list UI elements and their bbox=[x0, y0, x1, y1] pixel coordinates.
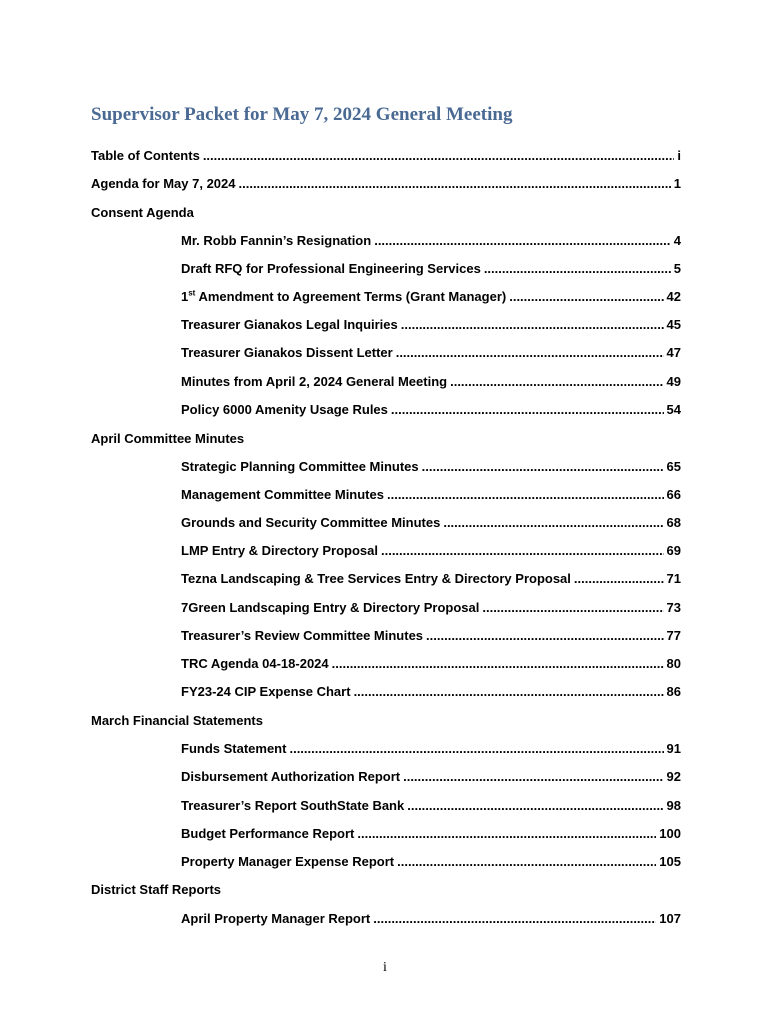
toc-entry-label: Minutes from April 2, 2024 General Meeting bbox=[181, 374, 448, 389]
toc-entry-page: 68 bbox=[666, 515, 681, 530]
toc-entry[interactable] bbox=[181, 374, 681, 394]
toc-entry-label: Disbursement Authorization Report bbox=[181, 769, 401, 784]
toc-entry-page: 73 bbox=[666, 600, 681, 615]
toc-entry-label bbox=[181, 289, 509, 304]
toc-entry[interactable] bbox=[181, 684, 681, 704]
toc-entry-page: 45 bbox=[666, 317, 681, 332]
toc-entry-label: Table of Contents bbox=[91, 148, 200, 163]
toc-entry[interactable] bbox=[181, 289, 681, 309]
label-prefix: 1 bbox=[181, 289, 189, 304]
toc-entry-label: Strategic Planning Committee Minutes bbox=[181, 459, 419, 474]
toc-entry[interactable] bbox=[181, 769, 681, 789]
toc-entry-label: Treasurer’s Review Committee Minutes bbox=[181, 628, 424, 643]
toc-entry-page: 66 bbox=[666, 487, 681, 502]
toc-entry-page: 92 bbox=[666, 769, 681, 784]
page-title: Supervisor Packet for May 7, 2024 General Meeting bbox=[91, 104, 513, 125]
dot-leader bbox=[397, 854, 656, 869]
section-heading-march-financial-statements: March Financial Statements bbox=[91, 713, 263, 728]
toc-entry-label: Management Committee Minutes bbox=[181, 487, 384, 502]
toc-entry-label: Treasurer’s Report SouthState Bank bbox=[181, 798, 405, 813]
toc-entry-label: Budget Performance Report bbox=[181, 826, 355, 841]
toc-entry[interactable] bbox=[181, 656, 681, 676]
toc-entry-page: 5 bbox=[673, 261, 681, 276]
toc-entry-page: 69 bbox=[666, 543, 681, 558]
toc-entry-page: 65 bbox=[666, 459, 681, 474]
toc-entry-label: Treasurer Gianakos Legal Inquiries bbox=[181, 317, 398, 332]
toc-entry-agenda[interactable] bbox=[91, 176, 681, 196]
dot-leader bbox=[422, 459, 664, 474]
toc-entry[interactable] bbox=[181, 798, 681, 818]
dot-leader bbox=[203, 148, 675, 163]
toc-entry-label: Treasurer Gianakos Dissent Letter bbox=[181, 345, 393, 360]
toc-entry[interactable] bbox=[181, 233, 681, 253]
toc-entry-label: Grounds and Security Committee Minutes bbox=[181, 515, 441, 530]
dot-leader bbox=[373, 911, 656, 926]
dot-leader bbox=[443, 515, 663, 530]
toc-entry-label: Draft RFQ for Professional Engineering Services bbox=[181, 261, 481, 276]
toc-entry-label: Policy 6000 Amenity Usage Rules bbox=[181, 402, 388, 417]
toc-entry-page: 107 bbox=[659, 911, 681, 926]
toc-entry[interactable] bbox=[181, 459, 681, 479]
toc-entry-label: Agenda for May 7, 2024 bbox=[91, 176, 236, 191]
toc-entry[interactable] bbox=[181, 854, 681, 874]
toc-entry-page: 71 bbox=[666, 571, 681, 586]
dot-leader bbox=[387, 487, 664, 502]
dot-leader bbox=[357, 826, 656, 841]
toc-entry-table-of-contents[interactable] bbox=[91, 148, 681, 168]
toc-entry[interactable] bbox=[181, 402, 681, 422]
toc-entry-label: Tezna Landscaping & Tree Services Entry & Directory Proposal bbox=[181, 571, 571, 586]
toc-entry-label: FY23-24 CIP Expense Chart bbox=[181, 684, 351, 699]
toc-entry[interactable] bbox=[181, 261, 681, 281]
toc-entry-page: 98 bbox=[666, 798, 681, 813]
toc-entry[interactable] bbox=[181, 515, 681, 535]
toc-entry[interactable] bbox=[181, 826, 681, 846]
section-heading-april-committee-minutes: April Committee Minutes bbox=[91, 431, 245, 446]
dot-leader bbox=[354, 684, 664, 699]
dot-leader bbox=[391, 402, 664, 417]
dot-leader bbox=[289, 741, 663, 756]
dot-leader bbox=[239, 176, 671, 191]
dot-leader bbox=[403, 769, 663, 784]
toc-entry-label: Funds Statement bbox=[181, 741, 287, 756]
dot-leader bbox=[450, 374, 663, 389]
toc-entry-page: 49 bbox=[666, 374, 681, 389]
toc-entry-page: 42 bbox=[666, 289, 681, 304]
toc-entry[interactable] bbox=[181, 543, 681, 563]
toc-entry[interactable] bbox=[181, 600, 681, 620]
toc-entry[interactable] bbox=[181, 317, 681, 337]
toc-entry-page: 100 bbox=[659, 826, 681, 841]
label-text: Amendment to Agreement Terms (Grant Manager) bbox=[195, 289, 507, 304]
toc-entry[interactable] bbox=[181, 628, 681, 648]
toc-entry-label: 7Green Landscaping Entry & Directory Proposal bbox=[181, 600, 480, 615]
section-heading-district-staff-reports: District Staff Reports bbox=[91, 882, 222, 897]
toc-entry[interactable] bbox=[181, 487, 681, 507]
section-heading-consent-agenda: Consent Agenda bbox=[91, 205, 194, 220]
label-superscript: st bbox=[188, 289, 196, 298]
toc-entry-page: 86 bbox=[666, 684, 681, 699]
toc-entry[interactable] bbox=[181, 911, 681, 931]
page-number-footer: i bbox=[383, 960, 387, 975]
dot-leader bbox=[401, 317, 664, 332]
dot-leader bbox=[407, 798, 663, 813]
dot-leader bbox=[426, 628, 664, 643]
toc-entry-label: LMP Entry & Directory Proposal bbox=[181, 543, 378, 558]
dot-leader bbox=[332, 656, 664, 671]
dot-leader bbox=[374, 233, 671, 248]
toc-entry-label: April Property Manager Report bbox=[181, 911, 371, 926]
toc-entry-page: 1 bbox=[673, 176, 681, 191]
toc-entry-label: Mr. Robb Fannin’s Resignation bbox=[181, 233, 372, 248]
dot-leader bbox=[381, 543, 664, 558]
toc-entry[interactable] bbox=[181, 741, 681, 761]
toc-entry-page: 91 bbox=[666, 741, 681, 756]
dot-leader bbox=[574, 571, 664, 586]
toc-entry-page: 54 bbox=[666, 402, 681, 417]
toc-entry-label: TRC Agenda 04-18-2024 bbox=[181, 656, 329, 671]
toc-entry-label: Property Manager Expense Report bbox=[181, 854, 395, 869]
dot-leader bbox=[484, 261, 671, 276]
toc-entry-page: 4 bbox=[673, 233, 681, 248]
toc-entry[interactable] bbox=[181, 571, 681, 591]
dot-leader bbox=[509, 289, 663, 304]
toc-entry-page: 47 bbox=[666, 345, 681, 360]
dot-leader bbox=[396, 345, 664, 360]
toc-entry-page: 77 bbox=[666, 628, 681, 643]
toc-entry-page: 105 bbox=[659, 854, 681, 869]
toc-entry-page: i bbox=[677, 148, 681, 163]
toc-entry[interactable] bbox=[181, 345, 681, 365]
toc-entry-page: 80 bbox=[666, 656, 681, 671]
dot-leader bbox=[482, 600, 663, 615]
